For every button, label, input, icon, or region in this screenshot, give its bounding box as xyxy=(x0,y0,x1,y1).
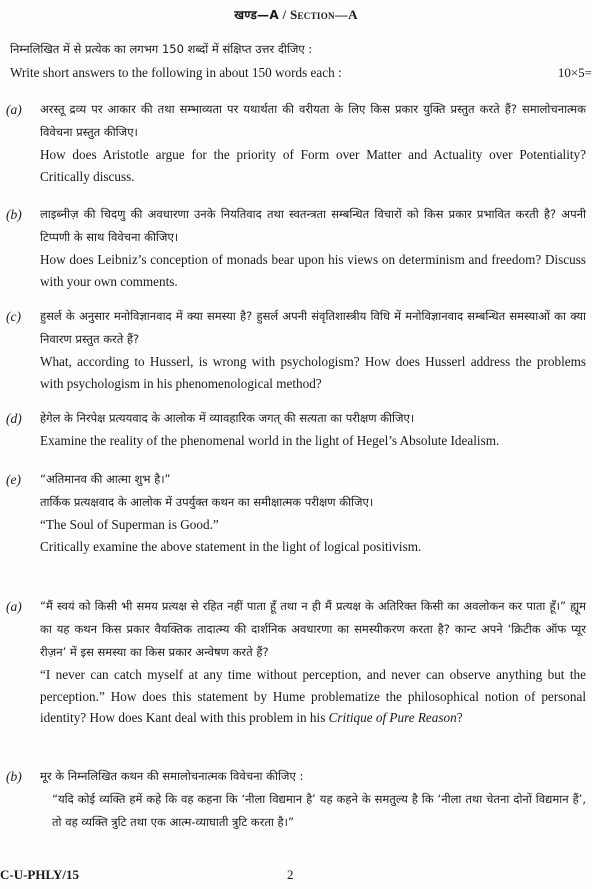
question-label: (b) xyxy=(6,769,22,784)
instruction-hindi: निम्नलिखित में से प्रत्येक का लगभग 150 शब्दों में संक्षिप्त उत्तर दीजिए : xyxy=(10,42,313,56)
question-text-hindi: मूर के निम्नलिखित कथन की समालोचनात्मक विवेचना कीजिए : xyxy=(40,769,304,783)
question-text-english: How does Aristotle argue for the priority of Form over Matter and Actuality over Potentiality? Critically discuss. xyxy=(40,147,586,184)
question-1c xyxy=(6,305,586,394)
question-text-english-end: ? xyxy=(456,710,463,725)
paper-code: C-U-PHLY/15 xyxy=(0,867,79,882)
section-header-separator: / xyxy=(278,7,290,22)
question-quote-hindi: “अतिमानव की आत्मा शुभ है।” xyxy=(40,472,171,486)
question-text-english-main: “I never can catch myself at any time without perception, and never can observe anything but the perception.” How does this statement by Hume problematize the philosophical notion of personal identity? How does Kant deal with this problem in his xyxy=(40,667,586,725)
question-1d xyxy=(6,407,586,452)
section-header xyxy=(0,4,592,27)
marks-allocation: 10×5= xyxy=(557,65,592,80)
question-quote-hindi: “यदि कोई व्यक्ति हमें कहे कि वह कहना कि ‘नीला विद्यमान है’ यह कहने के समतुल्य है कि ‘नीला तथा चेतना दोनों विद्यमान हैं’, तो वह व्यक्ति त्रुटि तथा एक आत्म-व्याघाती त्रुटि करता है।” xyxy=(52,792,586,829)
question-text-english: Critically examine the above statement in the light of logical positivism. xyxy=(40,538,422,554)
question-label: (d) xyxy=(6,411,22,426)
question-1a xyxy=(6,98,586,187)
question-text-hindi: हेगेल के निरपेक्ष प्रत्ययवाद के आलोक में व्यावहारिक जगत् की सत्यता का परीक्षण कीजिए। xyxy=(40,411,415,425)
question-label: (a) xyxy=(6,102,22,117)
question-2b xyxy=(6,765,586,834)
question-label: (a) xyxy=(6,599,22,614)
question-label: (b) xyxy=(6,207,22,222)
question-label: (c) xyxy=(6,309,21,324)
question-text-hindi: तार्किक प्रत्यक्षवाद के आलोक में उपर्युक्त कथन का समीक्षात्मक परीक्षण कीजिए। xyxy=(40,495,374,509)
question-text-english xyxy=(40,664,586,729)
section-header-english: Section—A xyxy=(289,7,358,22)
instruction-english: Write short answers to the following in about 150 words each : xyxy=(10,65,342,80)
page-number: 2 xyxy=(287,867,294,882)
question-2a xyxy=(6,595,586,729)
question-1b xyxy=(6,203,586,292)
question-1e xyxy=(6,468,586,557)
question-text-hindi: हुसर्ल के अनुसार मनोविज्ञानवाद में क्या समस्या है? हुसर्ल अपनी संवृतिशास्त्रीय विधि में मनोविज्ञानवाद सम्बन्धित समस्याओं का क्या निवारण प्रस्तुत करते हैं? xyxy=(40,309,586,346)
question-text-english: How does Leibniz’s conception of monads bear upon his views on determinism and freedom? Discuss with your own comments. xyxy=(40,252,586,289)
question-text-english: What, according to Husserl, is wrong with psychologism? How does Husserl address the problems with psychologism in his phenomenological method? xyxy=(40,354,586,391)
question-text-english: Examine the reality of the phenomenal world in the light of Hegel’s Absolute Idealism. xyxy=(40,433,500,448)
question-text-hindi: लाइब्नीज़ की चिदणु की अवधारणा उनके नियतिवाद तथा स्वतन्त्रता सम्बन्धित विचारों को किस प्रकार प्रभावित करती है? अपनी टिप्पणी के साथ विवेचना कीजिए। xyxy=(40,207,586,244)
question-label: (e) xyxy=(6,472,21,487)
question-text-hindi: अरस्तू द्रव्य पर आकार की तथा सम्भाव्यता पर यथार्थता की वरीयता के लिए किस प्रकार युक्ति प्रस्तुत करते हैं? समालोचनात्मक विवेचना प्रस्तुत कीजिए। xyxy=(40,102,586,139)
book-title: Critique of Pure Reason xyxy=(328,710,457,725)
question-quote-english: “The Soul of Superman is Good.” xyxy=(40,517,219,532)
section-header-hindi: खण्ड—A xyxy=(234,8,279,22)
question-text-hindi: “मैं स्वयं को किसी भी समय प्रत्यक्ष से रहित नहीं पाता हूँ तथा न ही मैं प्रत्यक्ष के अतिरिक्त किसी का अवलोकन कर पाता हूँ।” ह्यूम का यह कथन किस प्रकार वैयक्तिक तादात्म्य की दार्शनिक अवधारणा का समस्यीकरण करता है? कान्ट अपने ‘क्रिटीक ऑफ प्यूर रीज़न’ में इस समस्या का किस प्रकार अन्वेषण करते हैं? xyxy=(40,599,586,659)
